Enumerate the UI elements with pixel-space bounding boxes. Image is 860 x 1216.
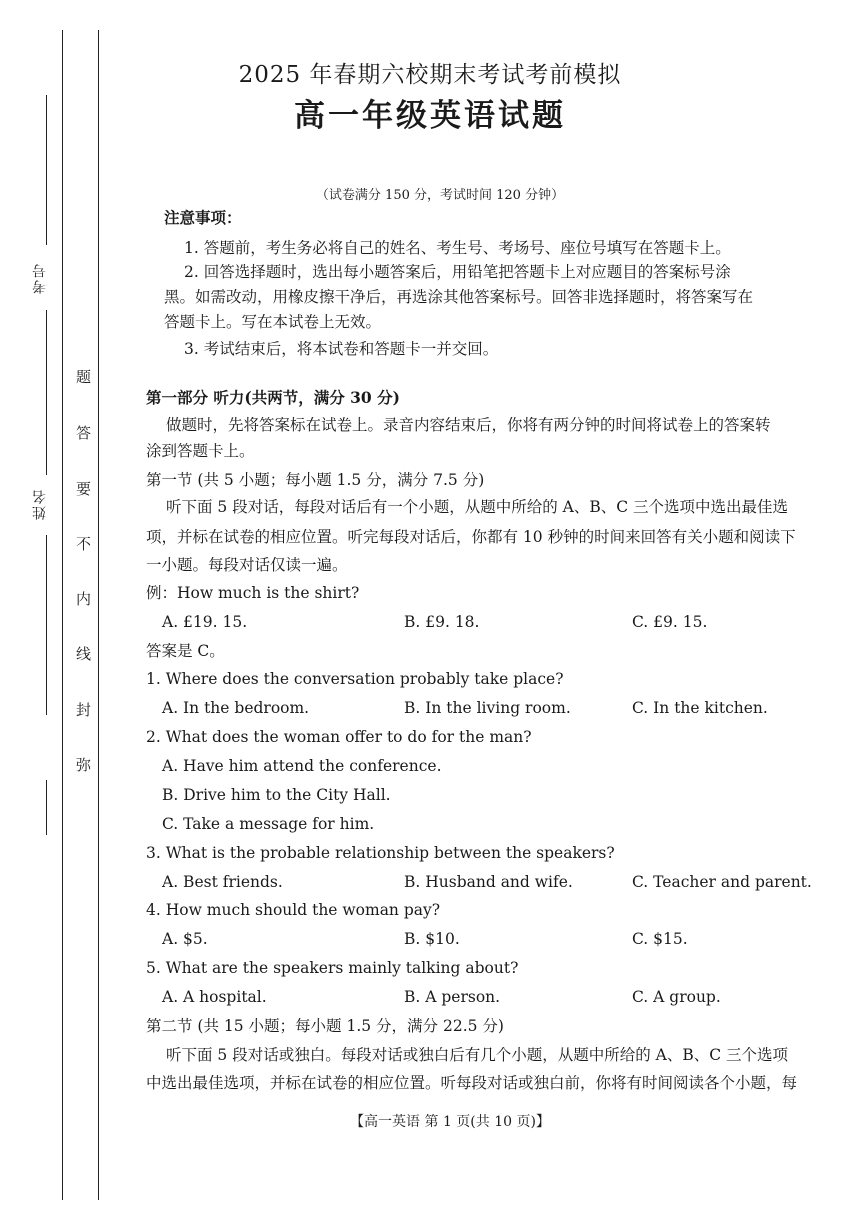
seal-char-5: 内 [76,590,92,608]
example-answer: 答案是 C。 [146,642,225,660]
question-5-option-c: C. A group. [632,988,721,1006]
question-2-option-b: B. Drive him to the City Hall. [162,786,391,804]
question-1-option-c: C. In the kitchen. [632,699,768,717]
notes-item-1: 1. 答题前，考生务必将自己的姓名、考生号、考场号、座位号填写在答题卡上。 [184,239,731,257]
seal-char-1: 题 [76,368,92,386]
part1-heading: 第一部分 听力(共两节，满分 30 分) [146,388,400,407]
exam-no-label: 考号 [32,262,48,294]
question-2-option-a: A. Have him attend the conference. [162,757,442,775]
question-3: 3. What is the probable relationship between the speakers? [146,844,615,862]
seal-char-8: 弥 [76,756,92,774]
notes-item-2-line-1: 2. 回答选择题时，选出每小题答案后，用铅笔把答题卡上对应题目的答案标号涂 [184,263,731,281]
question-5: 5. What are the speakers mainly talking about? [146,959,519,977]
section1-heading: 第一节 (共 5 小题；每小题 1.5 分，满分 7.5 分) [146,471,485,489]
notes-item-2-line-2: 黑。如需改动，用橡皮擦干净后，再选涂其他答案标号。回答非选择题时，将答案写在 [164,288,754,306]
name-blank [46,310,47,475]
notes-heading: 注意事项： [164,208,242,227]
section2-heading: 第二节 (共 15 小题；每小题 1.5 分，满分 22.5 分) [146,1017,504,1035]
question-1: 1. Where does the conversation probably take place? [146,670,564,688]
question-5-option-b: B. A person. [404,988,501,1006]
notes-item-3: 3. 考试结束后，将本试卷和答题卡一并交回。 [184,340,499,358]
question-4: 4. How much should the woman pay? [146,901,441,919]
question-3-option-b: B. Husband and wife. [404,873,573,891]
example-option-c: C. £9. 15. [632,613,708,631]
seal-char-2: 答 [76,424,92,442]
blank-lower [46,535,47,715]
section1-instr-line-3: 一小题。每段对话仅读一遍。 [146,556,348,574]
question-1-option-a: A. In the bedroom. [162,699,310,717]
name-label: 姓名 [32,488,48,520]
question-1-option-b: B. In the living room. [404,699,571,717]
seal-char-6: 线 [76,645,92,663]
seal-char-4: 不 [76,535,92,553]
question-5-option-a: A. A hospital. [162,988,267,1006]
seal-char-7: 封 [76,701,92,719]
part1-intro-line-1: 做题时，先将答案标在试卷上。录音内容结束后，你将有两分钟的时间将试卷上的答案转 [166,416,771,434]
section1-instr-line-2: 项，并标在试卷的相应位置。听完每段对话后，你都有 10 秒钟的时间来回答有关小题和阅读下 [146,528,796,546]
margin-outer-line [62,30,63,1200]
question-2: 2. What does the woman offer to do for the man? [146,728,532,746]
exam-info: （试卷满分 150 分，考试时间 120 分钟） [315,188,565,203]
section2-instr-line-2: 中选出最佳选项，并标在试卷的相应位置。听每段对话或独白前，你将有时间阅读各个小题，每 [146,1074,798,1092]
section2-instr-line-1: 听下面 5 段对话或独白。每段对话或独白后有几个小题，从题中所给的 A、B、C 三个选项 [166,1046,789,1064]
question-4-option-b: B. $10. [404,930,460,948]
exam-title: 2025 年春期六校期末考试考前模拟 [238,62,622,88]
question-2-option-c: C. Take a message for him. [162,815,375,833]
question-4-option-c: C. $15. [632,930,688,948]
question-4-option-a: A. $5. [162,930,208,948]
page-footer: 【高一英语 第 1 页(共 10 页)】 [350,1114,550,1130]
question-3-option-a: A. Best friends. [162,873,283,891]
notes-item-2-line-3: 答题卡上。写在本试卷上无效。 [164,313,382,331]
example-option-a: A. £19. 15. [162,613,248,631]
example-option-b: B. £9. 18. [404,613,480,631]
section1-instr-line-1: 听下面 5 段对话，每段对话后有一个小题，从题中所给的 A、B、C 三个选项中选出最佳选 [166,498,789,516]
seal-char-3: 要 [76,480,92,498]
example-question: 例：How much is the shirt? [146,584,360,602]
blank-bottom [46,780,47,835]
exam-subtitle: 高一年级英语试题 [294,98,566,134]
margin-inner-line [98,30,99,1200]
part1-intro-line-2: 涂到答题卡上。 [146,442,255,460]
question-3-option-c: C. Teacher and parent. [632,873,812,891]
